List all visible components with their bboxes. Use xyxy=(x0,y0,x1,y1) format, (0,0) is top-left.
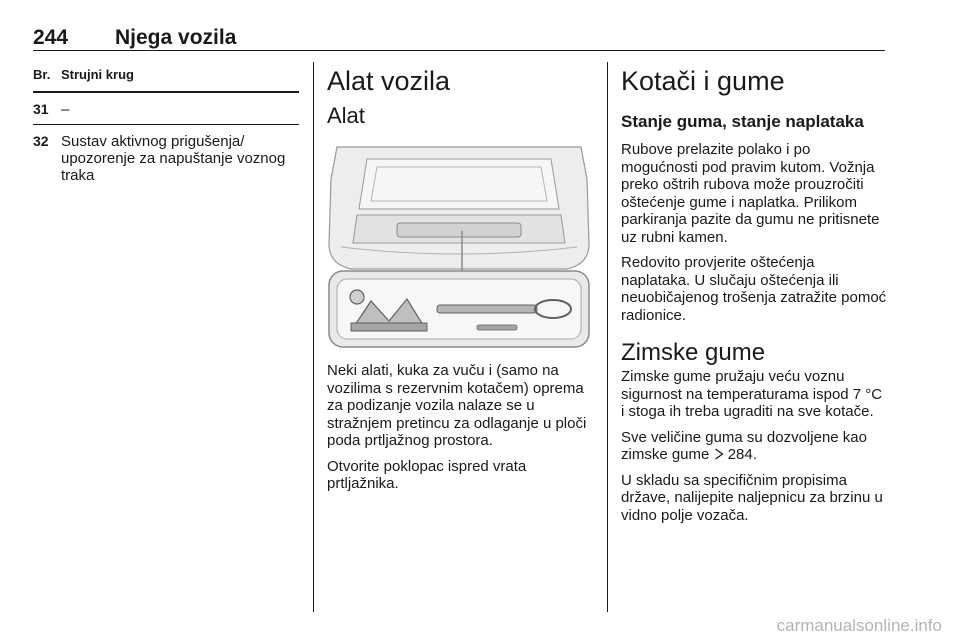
table-row xyxy=(33,101,299,118)
page-number: 244 xyxy=(33,26,69,49)
chapter-title: Njega vozila xyxy=(115,26,237,49)
tyre-condition-paragraph-1: Rubove prelazite polako i po mogućnosti pod pravim kutom. Vožnja preko oštrih rubova može prouzročiti oštećenje gume i naplatka. Prilikom parkiranja pazite da gumu ne pritisnete uz rubni kamen. xyxy=(621,141,880,246)
fuse-circuit: Sustav aktivnog prigušenja/ upozorenje za napuštanje voznog traka xyxy=(61,133,286,184)
winter-tyres-paragraph-2 xyxy=(621,429,887,464)
page-header xyxy=(33,26,885,51)
fuse-table-header xyxy=(33,62,299,93)
tools-paragraph-2: Otvorite poklopac ispred vrata prtljažnika. xyxy=(327,457,527,492)
page-reference-icon xyxy=(714,446,728,463)
fuse-circuit-header: Strujni krug xyxy=(61,67,134,82)
tyre-condition-paragraph-2: Redovito provjerite oštećenja naplataka. U slučaju oštećenja ili neuobičajenog trošenja zatražite pomoć radionice. xyxy=(621,254,887,324)
fuse-number: 32 xyxy=(33,133,49,149)
winter-tyres-heading: Zimske gume xyxy=(621,339,766,366)
tools-section xyxy=(327,62,593,493)
wheels-title: Kotači i gume xyxy=(621,66,785,96)
winter-tyres-paragraph-3: U skladu sa specifičnim propisima države, nalijepite naljepnicu za brzinu u vidno polje vozača. xyxy=(621,471,883,524)
watermark: carmanualsonline.info xyxy=(776,616,942,635)
table-row xyxy=(33,133,299,184)
column-divider-1 xyxy=(313,62,314,612)
column-divider-2 xyxy=(607,62,608,612)
fuse-number: 31 xyxy=(33,101,49,117)
fuse-table xyxy=(33,62,299,184)
tools-subtitle: Alat xyxy=(327,103,365,128)
tools-title: Alat vozila xyxy=(327,66,451,96)
tool-compartment-illustration xyxy=(327,139,591,349)
wheels-section xyxy=(621,62,887,524)
winter-tyres-paragraph-1: Zimske gume pružaju veću voznu sigurnost na temperaturama ispod 7 °C i stoga ih treba ugraditi na sve kotače. xyxy=(621,368,883,420)
fuse-number-header: Br. xyxy=(33,67,51,82)
fuse-circuit: – xyxy=(61,101,70,118)
winter-tyres-text: Sve veličine guma su dozvoljene kao zimske gume xyxy=(621,428,867,463)
tools-paragraph-1: Neki alati, kuka za vuču i (samo na vozilima s rezervnim kotačem) oprema za podizanje vozila nalaze se u stražnjem pretincu za odlaganje u ploči poda prtljažnog prostora. xyxy=(327,362,587,449)
tyre-condition-heading: Stanje guma, stanje naplataka xyxy=(621,112,864,131)
row-separator xyxy=(33,124,299,125)
page-reference[interactable]: 284. xyxy=(727,446,757,463)
